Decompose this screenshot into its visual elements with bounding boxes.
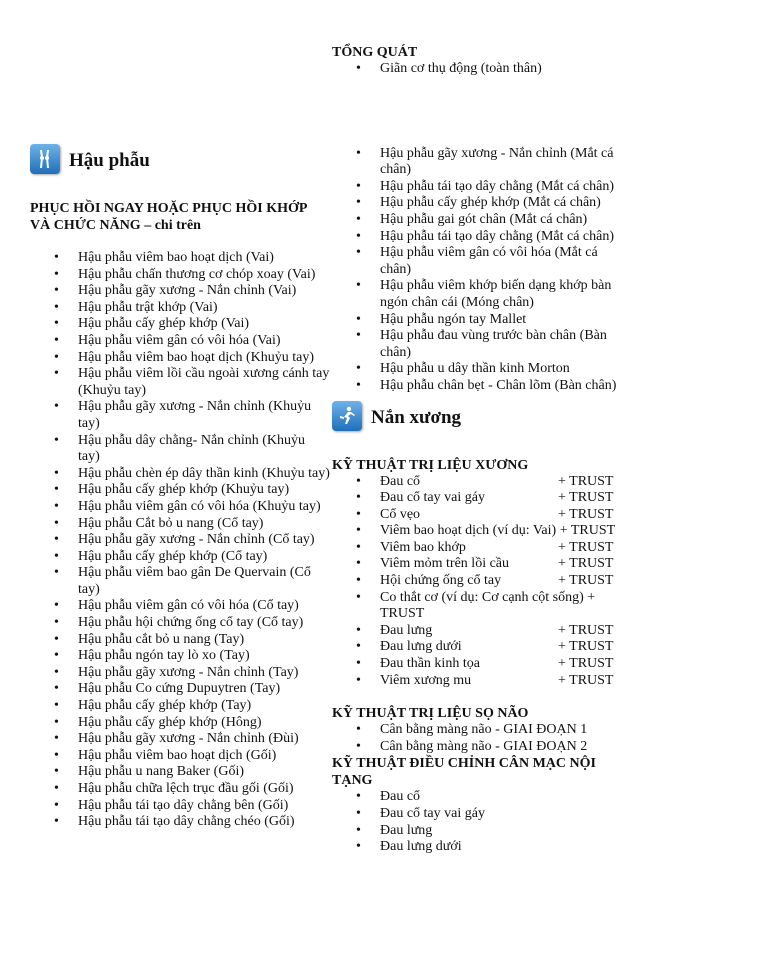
list-item	[332, 590, 632, 623]
right-column	[332, 44, 632, 856]
list-item: • Hậu phẫu viêm gân có vôi hóa (Cổ tay)	[30, 598, 330, 615]
list-item: • Giãn cơ thụ động (toàn thân)	[332, 61, 632, 78]
list-item: • Hậu phẫu gai gót chân (Mắt cá chân)	[332, 212, 632, 229]
list-item-label: Hội chứng ống cổ tay	[380, 573, 502, 589]
list-item: • Hậu phẫu tái tạo dây chằng (Mắt cá chân)	[332, 229, 632, 246]
trust-suffix: + TRUST	[558, 539, 614, 555]
list-item: • Cân bằng màng não - GIAI ĐOẠN 1	[332, 722, 632, 739]
trust-suffix: + TRUST	[558, 490, 614, 506]
trust-suffix: + TRUST	[558, 473, 614, 489]
trust-suffix: + TRUST	[558, 672, 614, 688]
list-item	[332, 474, 632, 491]
tong-quat-section-title: TỔNG QUÁT	[332, 45, 418, 60]
trust-suffix: + TRUST	[558, 573, 614, 589]
list-item: • Hậu phẫu viêm gân có vôi hóa (Mắt cá chân)	[332, 245, 632, 278]
list-item: • Hậu phẫu tái tạo dây chằng (Mắt cá chân)	[332, 179, 632, 196]
list-item: • Hậu phẫu đau vùng trước bàn chân (Bàn chân)	[332, 328, 632, 361]
list-item-label: Đau cổ	[380, 473, 421, 489]
trust-suffix: + TRUST	[558, 639, 614, 655]
list-item: • Hậu phẫu gãy xương - Nắn chỉnh (Tay)	[30, 665, 330, 682]
tri-lieu-so-nao-list	[332, 722, 632, 755]
tri-lieu-xuong-list	[332, 474, 632, 690]
list-item: • Hậu phẫu gãy xương - Nắn chỉnh (Vai)	[30, 283, 330, 300]
trust-suffix: + TRUST	[558, 556, 614, 572]
list-item-label: Viêm bao khớp	[380, 539, 466, 555]
list-item	[332, 490, 632, 507]
list-item: • Hậu phẫu cấy ghép khớp (Mắt cá chân)	[332, 195, 632, 212]
trust-suffix: + TRUST	[558, 656, 614, 672]
list-item: • Hậu phẫu viêm bao gân De Quervain (Cổ tay)	[30, 565, 330, 598]
list-item: • Hậu phẫu dây chằng- Nắn chỉnh (Khuỷu tay)	[30, 433, 330, 466]
can-mac-noi-tang-list	[332, 789, 632, 855]
list-item	[332, 639, 632, 656]
joint-bone-icon	[30, 144, 60, 174]
list-item: • Hậu phẫu chấn thương cơ chóp xoay (Vai)	[30, 267, 330, 284]
hau-phau-title: Hậu phẫu	[69, 150, 150, 171]
list-item: • Hậu phẫu gãy xương - Nắn chỉnh (Đùi)	[30, 731, 330, 748]
list-item-label: Viêm bao hoạt dịch (ví dụ: Vai) + TRUST	[380, 523, 616, 539]
list-item: • Hậu phẫu gãy xương - Nắn chỉnh (Cổ tay)	[30, 532, 330, 549]
list-item	[332, 556, 632, 573]
list-item: • Hậu phẫu cấy ghép khớp (Tay)	[30, 698, 330, 715]
list-item: • Hậu phẫu chèn ép dây thần kinh (Khuỷu tay)	[30, 466, 330, 483]
list-item: • Hậu phẫu ngón tay lò xo (Tay)	[30, 648, 330, 665]
list-item-label: Đau thần kinh tọa	[380, 656, 480, 672]
list-item-label: Đau lưng	[380, 622, 433, 638]
list-item: • Hậu phẫu Co cứng Dupuytren (Tay)	[30, 681, 330, 698]
trust-suffix: + TRUST	[558, 622, 614, 638]
running-figure-icon	[332, 401, 362, 431]
list-item	[332, 673, 632, 690]
list-item: • Hậu phẫu chữa lệch trục đầu gối (Gối)	[30, 781, 330, 798]
list-item: • Hậu phẫu viêm gân có vôi hóa (Vai)	[30, 333, 330, 350]
list-item	[332, 656, 632, 673]
list-item: • Hậu phẫu viêm gân có vôi hóa (Khuỷu tay)	[30, 499, 330, 516]
list-item: • Hậu phẫu cấy ghép khớp (Hông)	[30, 715, 330, 732]
list-item-label: Đau cổ tay vai gáy	[380, 490, 485, 506]
hau-phau-section-title: PHỤC HỒI NGAY HOẶC PHỤC HỒI KHỚP VÀ CHỨC NĂNG – chi trên	[30, 201, 307, 233]
hau-phau-list-left	[30, 250, 330, 831]
list-item: • Hậu phẫu viêm lồi cầu ngoài xương cánh tay (Khuỷu tay)	[30, 366, 330, 399]
hau-phau-heading	[30, 144, 330, 174]
list-item: • Hậu phẫu cắt bỏ u nang (Tay)	[30, 632, 330, 649]
list-item: • Đau lưng	[332, 823, 632, 840]
list-item: • Hậu phẫu viêm khớp biến dạng khớp bàn ngón chân cái (Móng chân)	[332, 278, 632, 311]
list-item: • Hậu phẫu chân bẹt - Chân lõm (Bàn chân)	[332, 378, 632, 395]
list-item-label: Đau lưng dưới	[380, 639, 462, 655]
list-item: • Hậu phẫu hội chứng ống cổ tay (Cổ tay)	[30, 615, 330, 632]
list-item: • Hậu phẫu gãy xương - Nắn chỉnh (Khuỷu tay)	[30, 399, 330, 432]
list-item: • Hậu phẫu cấy ghép khớp (Vai)	[30, 316, 330, 333]
list-item: • Hậu phẫu tái tạo dây chằng chéo (Gối)	[30, 814, 330, 831]
list-item	[332, 623, 632, 640]
list-item	[332, 573, 632, 590]
left-column	[30, 144, 330, 831]
list-item	[332, 507, 632, 524]
trust-suffix: + TRUST	[558, 506, 614, 522]
can-mac-noi-tang-section-title: KỸ THUẬT ĐIỀU CHỈNH CÂN MẠC NỘI TẠNG	[332, 756, 596, 789]
nan-xuong-heading	[332, 401, 632, 431]
list-item-label: Co thắt cơ (ví dụ: Cơ cạnh cột sống) + TRUST	[380, 589, 596, 622]
list-item-label: Cổ vẹo	[380, 506, 421, 522]
list-item: • Hậu phẫu gãy xương - Nắn chỉnh (Mắt cá chân)	[332, 146, 632, 179]
list-item: • Hậu phẫu tái tạo dây chằng bên (Gối)	[30, 798, 330, 815]
list-item: • Đau cổ tay vai gáy	[332, 806, 632, 823]
list-item: • Hậu phẫu u dây thần kinh Morton	[332, 361, 632, 378]
tong-quat-list	[332, 61, 632, 78]
list-item: • Hậu phẫu ngón tay Mallet	[332, 312, 632, 329]
list-item-label: Viêm mỏm trên lồi cầu	[380, 556, 510, 572]
list-item: • Đau lưng dưới	[332, 839, 632, 856]
list-item: • Hậu phẫu cấy ghép khớp (Khuỷu tay)	[30, 482, 330, 499]
list-item-label: Viêm xương mu	[380, 672, 472, 688]
list-item: • Hậu phẫu viêm bao hoạt dịch (Gối)	[30, 748, 330, 765]
list-item: • Hậu phẫu cấy ghép khớp (Cổ tay)	[30, 549, 330, 566]
list-item: • Đau cổ	[332, 789, 632, 806]
list-item: • Cân bằng màng não - GIAI ĐOẠN 2	[332, 739, 632, 756]
nan-xuong-title: Nắn xương	[371, 406, 462, 428]
list-item	[332, 523, 632, 540]
tri-lieu-xuong-section-title: KỸ THUẬT TRỊ LIỆU XƯƠNG	[332, 457, 529, 473]
hau-phau-list-right	[332, 146, 632, 395]
list-item: • Hậu phẫu trật khớp (Vai)	[30, 300, 330, 317]
tri-lieu-so-nao-section-title: KỸ THUẬT TRỊ LIỆU SỌ NÃO	[332, 706, 529, 722]
list-item: • Hậu phẫu u nang Baker (Gối)	[30, 764, 330, 781]
list-item: • Hậu phẫu viêm bao hoạt dịch (Khuỷu tay)	[30, 350, 330, 367]
list-item: • Hậu phẫu Cắt bỏ u nang (Cổ tay)	[30, 516, 330, 533]
list-item	[332, 540, 632, 557]
list-item: • Hậu phẫu viêm bao hoạt dịch (Vai)	[30, 250, 330, 267]
